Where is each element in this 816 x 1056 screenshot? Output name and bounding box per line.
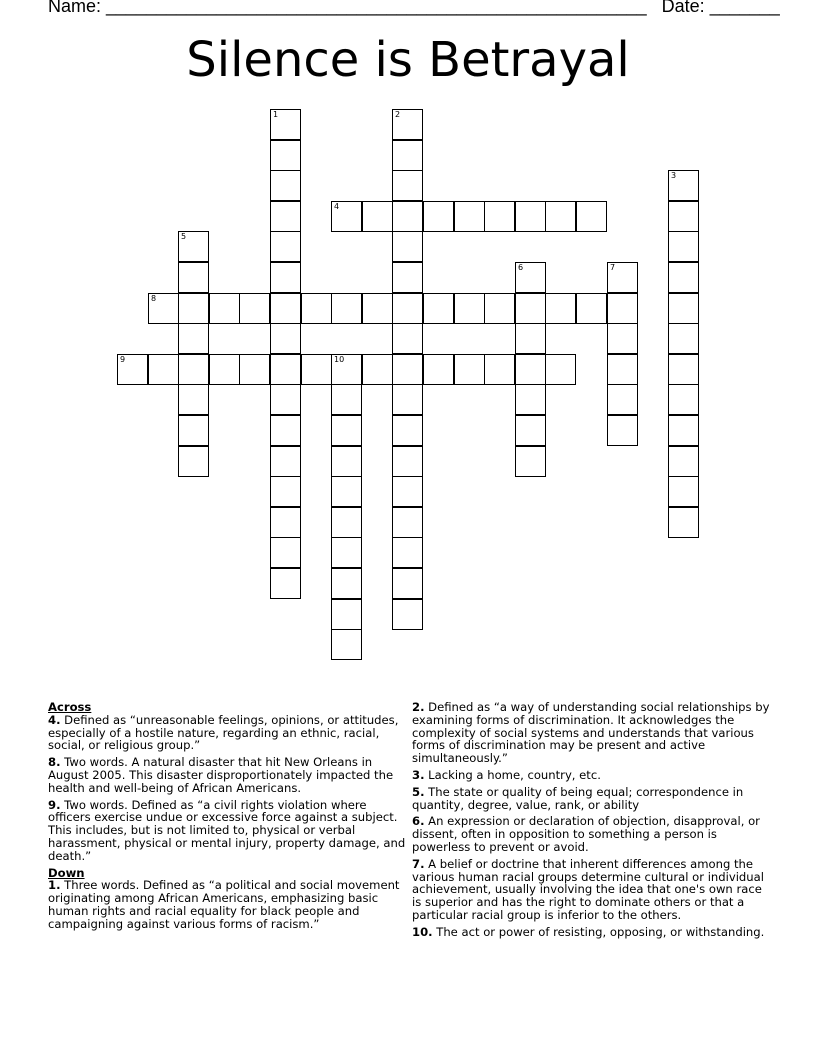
- grid-cell[interactable]: [362, 354, 393, 385]
- grid-cell[interactable]: [668, 293, 699, 324]
- grid-cell[interactable]: [331, 599, 362, 630]
- clue-number: 9: [120, 355, 126, 364]
- name-label: Name:: [48, 0, 102, 16]
- grid-cell[interactable]: [270, 262, 301, 293]
- grid-cell[interactable]: [392, 231, 423, 262]
- date-blank[interactable]: _______: [709, 0, 780, 16]
- down-clue-list: [48, 879, 408, 930]
- grid-cell[interactable]: [515, 415, 546, 446]
- grid-cell[interactable]: [331, 537, 362, 568]
- grid-cell[interactable]: [668, 415, 699, 446]
- grid-cell[interactable]: [270, 507, 301, 538]
- clue-number: 6: [518, 263, 524, 272]
- clue-item: [48, 756, 408, 794]
- clue-item: [412, 858, 772, 922]
- grid-cell[interactable]: [178, 354, 209, 385]
- grid-cell[interactable]: [301, 354, 332, 385]
- clue-item: [48, 879, 408, 930]
- grid-cell[interactable]: [270, 293, 301, 324]
- grid-cell[interactable]: [148, 354, 179, 385]
- grid-cell[interactable]: [178, 231, 209, 262]
- grid-cell[interactable]: [392, 599, 423, 630]
- clue-item: [412, 786, 772, 812]
- grid-cell[interactable]: [607, 262, 638, 293]
- clue-item-number: 9.: [48, 797, 61, 812]
- grid-cell[interactable]: [331, 201, 362, 232]
- clue-number: 5: [181, 232, 187, 241]
- clue-item-text: Two words. Defined as “a civil rights violation where officers exercise undue or excessive force against a subject. This includes, but is not limited to, physical or verbal harassment, physical or mental injury, property damage, and death.”: [48, 797, 406, 863]
- grid-cell[interactable]: [576, 201, 607, 232]
- grid-cell[interactable]: [668, 476, 699, 507]
- grid-cell[interactable]: [668, 446, 699, 477]
- grid-cell[interactable]: [423, 293, 454, 324]
- grid-cell[interactable]: [668, 507, 699, 538]
- grid-cell[interactable]: [392, 201, 423, 232]
- grid-cell[interactable]: [392, 568, 423, 599]
- date-label: Date:: [661, 0, 705, 16]
- page-title: Silence is Betrayal: [186, 32, 630, 88]
- name-blank[interactable]: ______________________________________________________: [106, 0, 647, 16]
- clue-item-text: The state or quality of being equal; correspondence in quantity, degree, value, rank, or ability: [412, 784, 744, 812]
- clue-item-number: 6.: [412, 814, 425, 829]
- clue-number: 4: [334, 202, 340, 211]
- grid-cell[interactable]: [423, 201, 454, 232]
- grid-cell[interactable]: [392, 109, 423, 140]
- clue-item: [412, 926, 772, 939]
- clue-item: [48, 799, 408, 863]
- clue-item-text: An expression or declaration of objection, disapproval, or dissent, often in opposition to something a person is powerless to prevent or avoid.: [412, 814, 760, 854]
- grid-cell[interactable]: [331, 568, 362, 599]
- grid-cell[interactable]: [392, 415, 423, 446]
- grid-cell[interactable]: [331, 446, 362, 477]
- across-clue-list: [48, 714, 408, 863]
- grid-cell[interactable]: [270, 231, 301, 262]
- clue-item-text: A belief or doctrine that inherent differences among the various human racial groups determine cultural or individual achievement, usually involving the idea that one's own race is superior and has the right to dominate others or that a particular racial group is inferior to the others.: [412, 856, 764, 922]
- grid-cell[interactable]: [209, 354, 240, 385]
- grid-cell[interactable]: [270, 201, 301, 232]
- grid-cell[interactable]: [239, 354, 270, 385]
- grid-cell[interactable]: [484, 293, 515, 324]
- grid-cell[interactable]: [270, 384, 301, 415]
- grid-cell[interactable]: [270, 323, 301, 354]
- grid-cell[interactable]: [607, 293, 638, 324]
- grid-cell[interactable]: [209, 293, 240, 324]
- clue-item-text: Defined as “a way of understanding social relationships by examining forms of discrimination. It acknowledges the complexity of social systems and understands that various forms of discrimination may be present and active simultaneously.”: [412, 700, 770, 766]
- clue-item-text: Two words. A natural disaster that hit New Orleans in August 2005. This disaster disproportionately impacted the health and well-being of African Americans.: [48, 755, 394, 795]
- grid-cell[interactable]: [331, 384, 362, 415]
- grid-cell[interactable]: [454, 201, 485, 232]
- grid-cell[interactable]: [362, 293, 393, 324]
- grid-cell[interactable]: [178, 323, 209, 354]
- grid-cell[interactable]: [331, 354, 362, 385]
- clue-number: 10: [334, 355, 345, 364]
- grid-cell[interactable]: [607, 354, 638, 385]
- grid-cell[interactable]: [178, 293, 209, 324]
- grid-cell[interactable]: [392, 140, 423, 171]
- grid-cell[interactable]: [270, 568, 301, 599]
- clue-item-number: 1.: [48, 878, 61, 893]
- clue-item-number: 8.: [48, 755, 61, 770]
- grid-cell[interactable]: [607, 384, 638, 415]
- grid-cell[interactable]: [392, 476, 423, 507]
- grid-cell[interactable]: [392, 354, 423, 385]
- clue-item-text: Three words. Defined as “a political and social movement originating among African Americans, emphasizing basic human rights and racial equality for black people and campaigning against various forms of racism.”: [48, 878, 400, 931]
- grid-cell[interactable]: [454, 354, 485, 385]
- clue-item: [412, 701, 772, 765]
- grid-cell[interactable]: [148, 293, 179, 324]
- grid-cell[interactable]: [484, 354, 515, 385]
- clue-item-number: 2.: [412, 700, 425, 714]
- grid-cell[interactable]: [392, 262, 423, 293]
- grid-cell[interactable]: [576, 293, 607, 324]
- clue-item-number: 10.: [412, 924, 433, 939]
- grid-cell[interactable]: [362, 201, 393, 232]
- grid-cell[interactable]: [668, 323, 699, 354]
- grid-cell[interactable]: [270, 537, 301, 568]
- grid-cell[interactable]: [392, 507, 423, 538]
- grid-cell[interactable]: [668, 384, 699, 415]
- grid-cell[interactable]: [423, 354, 454, 385]
- grid-cell[interactable]: [331, 507, 362, 538]
- grid-cell[interactable]: [270, 415, 301, 446]
- clue-item-number: 5.: [412, 784, 425, 799]
- grid-cell[interactable]: [178, 384, 209, 415]
- grid-cell[interactable]: [331, 293, 362, 324]
- clue-number: 7: [610, 263, 616, 272]
- grid-cell[interactable]: [331, 415, 362, 446]
- grid-cell[interactable]: [270, 140, 301, 171]
- grid-cell[interactable]: [178, 415, 209, 446]
- clue-number: 8: [151, 294, 157, 303]
- grid-cell[interactable]: [515, 323, 546, 354]
- grid-cell[interactable]: [454, 293, 485, 324]
- clue-item: [412, 769, 772, 782]
- grid-cell[interactable]: [668, 354, 699, 385]
- clue-item-text: The act or power of resisting, opposing, or withstanding.: [432, 924, 765, 939]
- down-heading: Down: [48, 865, 85, 880]
- grid-cell[interactable]: [117, 354, 148, 385]
- grid-cell[interactable]: [545, 293, 576, 324]
- clue-item-number: 4.: [48, 712, 61, 727]
- grid-cell[interactable]: [392, 537, 423, 568]
- grid-cell[interactable]: [392, 446, 423, 477]
- clues-right-column: [412, 701, 772, 943]
- clue-number: 1: [273, 110, 279, 119]
- clue-item: [48, 714, 408, 752]
- grid-cell[interactable]: [270, 446, 301, 477]
- grid-cell[interactable]: [515, 384, 546, 415]
- grid-cell[interactable]: [331, 476, 362, 507]
- grid-cell[interactable]: [515, 201, 546, 232]
- grid-cell[interactable]: [178, 446, 209, 477]
- clue-item-text: Defined as “unreasonable feelings, opinions, or attitudes, especially of a hostile nature, regarding an ethnic, racial, social, or religious group.”: [48, 712, 399, 753]
- grid-cell[interactable]: [668, 231, 699, 262]
- grid-cell[interactable]: [270, 476, 301, 507]
- grid-cell[interactable]: [515, 354, 546, 385]
- grid-cell[interactable]: [392, 323, 423, 354]
- grid-cell[interactable]: [239, 293, 270, 324]
- clue-item-text: Lacking a home, country, etc.: [424, 767, 601, 782]
- grid-cell[interactable]: [515, 293, 546, 324]
- grid-cell[interactable]: [392, 170, 423, 201]
- grid-cell[interactable]: [607, 415, 638, 446]
- clue-item-number: 3.: [412, 767, 425, 782]
- clue-number: 2: [395, 110, 401, 119]
- clue-item-number: 7.: [412, 856, 425, 871]
- clues-left-column: [48, 701, 408, 935]
- grid-cell[interactable]: [270, 170, 301, 201]
- grid-cell[interactable]: [607, 323, 638, 354]
- grid-cell[interactable]: [484, 201, 515, 232]
- down-clue-list-continued: [412, 701, 772, 939]
- grid-cell[interactable]: [668, 262, 699, 293]
- grid-cell[interactable]: [668, 201, 699, 232]
- grid-cell[interactable]: [270, 354, 301, 385]
- grid-cell[interactable]: [515, 446, 546, 477]
- grid-cell[interactable]: [392, 293, 423, 324]
- grid-cell[interactable]: [668, 170, 699, 201]
- clue-item: [412, 815, 772, 853]
- grid-cell[interactable]: [301, 293, 332, 324]
- grid-cell[interactable]: [545, 354, 576, 385]
- grid-cell[interactable]: [515, 262, 546, 293]
- grid-cell[interactable]: [392, 384, 423, 415]
- grid-cell[interactable]: [545, 201, 576, 232]
- across-heading: Across: [48, 700, 92, 714]
- clue-number: 3: [671, 171, 677, 180]
- grid-cell[interactable]: [331, 629, 362, 660]
- grid-cell[interactable]: [270, 109, 301, 140]
- grid-cell[interactable]: [178, 262, 209, 293]
